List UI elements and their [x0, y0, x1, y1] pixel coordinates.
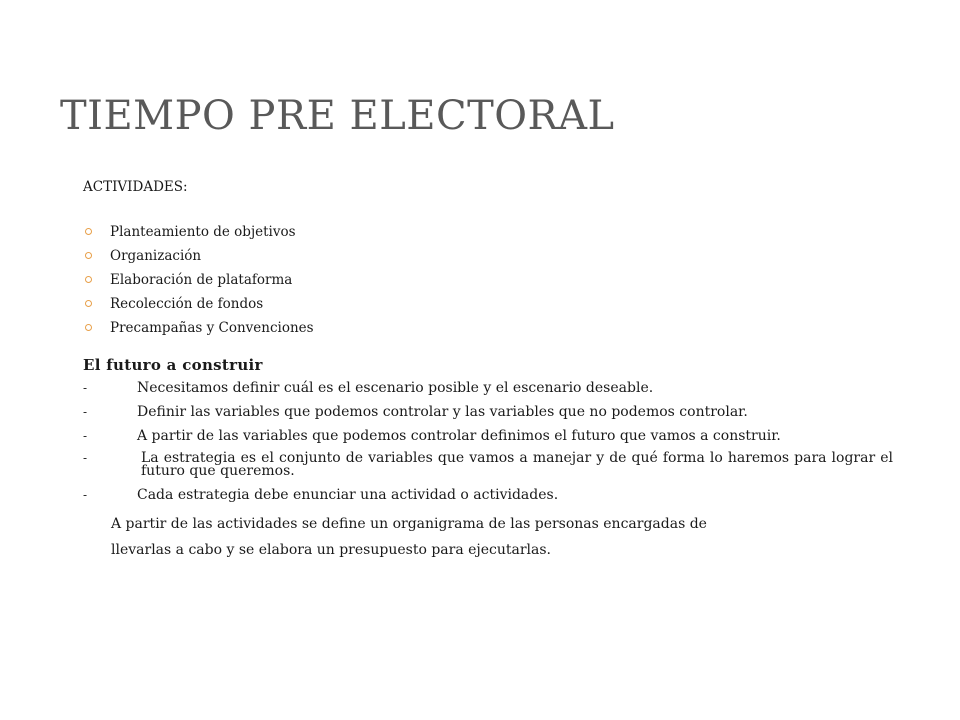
- dash-bullet: -: [83, 405, 88, 419]
- list-item: [83, 292, 893, 316]
- list-item-label: Precampañas y Convenciones: [110, 320, 314, 336]
- list-item-text: Definir las variables que podemos controlar y las variables que no podemos controlar.: [137, 404, 748, 420]
- slide-content: [83, 178, 893, 563]
- list-item: [83, 380, 893, 397]
- dash-bullet: -: [83, 488, 88, 502]
- future-heading: El futuro a construir: [83, 356, 263, 374]
- list-item-text: Necesitamos definir cuál es el escenario posible y el escenario deseable.: [137, 380, 654, 396]
- closing-line: A partir de las actividades se define un organigrama de las personas encargadas de: [111, 516, 707, 532]
- activities-heading: ACTIVIDADES:: [83, 179, 188, 195]
- dash-bullet: -: [83, 381, 88, 395]
- ring-bullet-icon: [85, 252, 92, 259]
- list-item: [83, 404, 893, 421]
- list-item: [83, 428, 893, 445]
- activities-list: [83, 220, 893, 340]
- dash-bullet: -: [83, 429, 88, 443]
- list-item: [83, 452, 893, 478]
- list-item: [83, 316, 893, 340]
- list-item-text: Cada estrategia debe enunciar una actividad o actividades.: [137, 487, 559, 503]
- list-item: [83, 220, 893, 244]
- list-item-label: Planteamiento de objetivos: [110, 224, 296, 240]
- list-item: [83, 487, 893, 504]
- ring-bullet-icon: [85, 228, 92, 235]
- dash-bullet: -: [83, 451, 88, 465]
- ring-bullet-icon: [85, 276, 92, 283]
- slide-title: TIEMPO PRE ELECTORAL: [60, 93, 615, 139]
- list-item-label: Recolección de fondos: [110, 296, 264, 312]
- closing-line: llevarlas a cabo y se elabora un presupuesto para ejecutarlas.: [111, 542, 552, 558]
- future-list: [83, 380, 893, 504]
- closing-paragraph: [83, 511, 893, 563]
- list-item-text: La estrategia es el conjunto de variables que vamos a manejar y de qué forma lo haremos para lograr el futuro que queremos.: [141, 450, 893, 479]
- list-item-label: Elaboración de plataforma: [110, 272, 293, 288]
- ring-bullet-icon: [85, 324, 92, 331]
- list-item: [83, 268, 893, 292]
- list-item-text: A partir de las variables que podemos controlar definimos el futuro que vamos a construir.: [137, 428, 781, 444]
- list-item-label: Organización: [110, 248, 202, 264]
- list-item: [83, 244, 893, 268]
- ring-bullet-icon: [85, 300, 92, 307]
